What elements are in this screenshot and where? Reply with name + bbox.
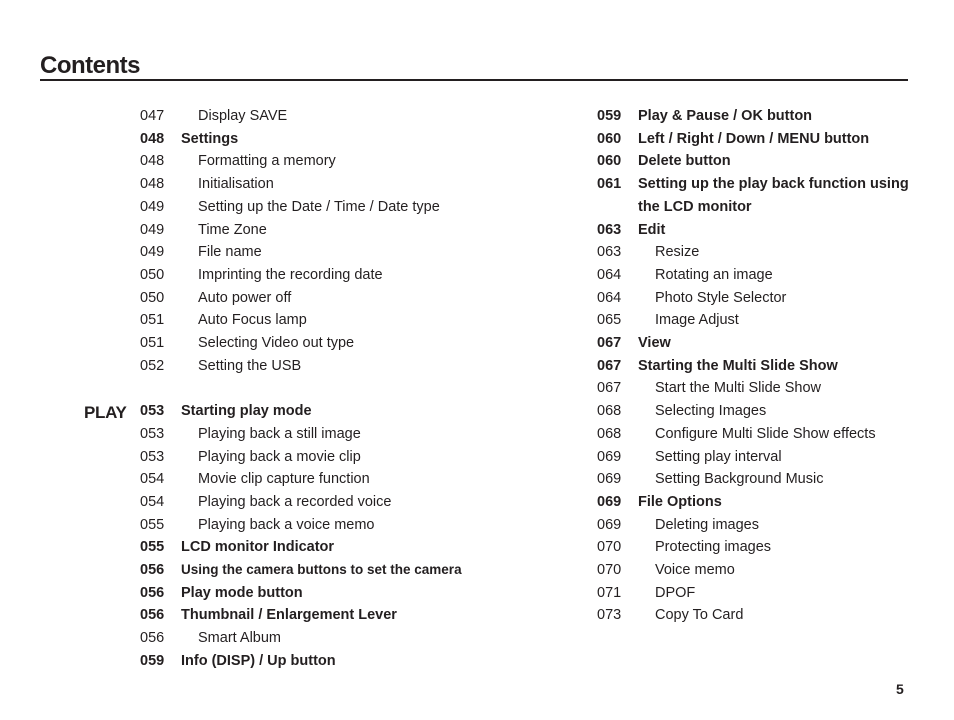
toc-entry-title: Formatting a memory bbox=[198, 153, 336, 170]
toc-entry[interactable] bbox=[597, 604, 927, 627]
toc-entry[interactable] bbox=[140, 423, 560, 446]
toc-entry-page: 053 bbox=[140, 425, 165, 442]
toc-entry-title: Copy To Card bbox=[655, 607, 744, 624]
toc-right-column bbox=[597, 105, 927, 627]
toc-entry-title: Movie clip capture function bbox=[198, 471, 370, 488]
toc-entry-page: 061 bbox=[597, 176, 622, 193]
toc-entry-title: Playing back a voice memo bbox=[198, 516, 375, 533]
toc-entry[interactable] bbox=[140, 264, 560, 287]
toc-entry[interactable] bbox=[597, 423, 927, 446]
toc-entry-title: Settings bbox=[181, 130, 239, 147]
toc-entry[interactable] bbox=[140, 128, 560, 151]
toc-entry-page: 056 bbox=[140, 584, 165, 601]
toc-entry[interactable] bbox=[140, 559, 560, 582]
toc-entry[interactable] bbox=[597, 287, 927, 310]
page-title: Contents bbox=[40, 52, 140, 79]
toc-entry[interactable] bbox=[140, 150, 560, 173]
toc-entry-page: 047 bbox=[140, 108, 165, 124]
toc-entry-title: Setting Background Music bbox=[655, 471, 824, 488]
toc-entry-title: Selecting Video out type bbox=[198, 335, 355, 352]
toc-entry-title: Rotating an image bbox=[655, 266, 773, 283]
toc-entry-title: Auto power off bbox=[198, 289, 292, 306]
toc-entry-page: 071 bbox=[597, 584, 622, 601]
toc-entry-page: 052 bbox=[140, 357, 165, 374]
toc-entry[interactable] bbox=[597, 173, 927, 196]
toc-entry-page: 063 bbox=[597, 244, 622, 261]
toc-entry-title: Smart Album bbox=[198, 630, 281, 647]
toc-entry-page: 054 bbox=[140, 493, 165, 510]
toc-entry[interactable] bbox=[140, 173, 560, 196]
toc-entry-title: Image Adjust bbox=[655, 312, 739, 329]
toc-entry-page: 065 bbox=[597, 312, 622, 329]
toc-entry-title: Resize bbox=[655, 244, 700, 261]
toc-entry-page: 059 bbox=[597, 108, 622, 124]
toc-entry-title: Protecting images bbox=[655, 539, 772, 556]
toc-entry[interactable] bbox=[140, 446, 560, 469]
toc-entry[interactable] bbox=[140, 582, 560, 605]
toc-entry[interactable] bbox=[140, 219, 560, 242]
toc-entry-title: Imprinting the recording date bbox=[198, 266, 383, 283]
toc-entry-title: Setting up the play back function using bbox=[638, 176, 909, 193]
toc-entry[interactable] bbox=[597, 446, 927, 469]
toc-entry[interactable] bbox=[597, 355, 927, 378]
toc-entry-page: 049 bbox=[140, 221, 165, 238]
toc-entry-title: Auto Focus lamp bbox=[198, 312, 307, 329]
toc-entry-title: Edit bbox=[638, 221, 666, 238]
toc-entry-title: Start the Multi Slide Show bbox=[655, 380, 822, 397]
toc-entry[interactable] bbox=[597, 105, 927, 128]
toc-entry[interactable] bbox=[140, 105, 560, 128]
toc-entry-title: Thumbnail / Enlargement Lever bbox=[181, 607, 397, 624]
toc-entry-title: File Options bbox=[638, 493, 722, 510]
toc-entry-page: 051 bbox=[140, 312, 165, 329]
section-label-play: PLAY bbox=[84, 403, 127, 422]
toc-entry[interactable] bbox=[597, 536, 927, 559]
toc-entry[interactable] bbox=[140, 355, 560, 378]
toc-entry-title: Setting the USB bbox=[198, 357, 302, 374]
toc-entry-page: 056 bbox=[140, 607, 165, 624]
page-number: 5 bbox=[896, 681, 904, 697]
toc-entry-page: 069 bbox=[597, 516, 622, 533]
toc-play-list bbox=[140, 400, 560, 672]
toc-entry-page: 050 bbox=[140, 266, 165, 283]
toc-entry[interactable] bbox=[597, 264, 927, 287]
toc-entry-title: Info (DISP) / Up button bbox=[181, 652, 336, 669]
toc-entry-title: Starting play mode bbox=[181, 403, 312, 420]
toc-entry-title: Display SAVE bbox=[198, 108, 288, 124]
toc-entry-title: Configure Multi Slide Show effects bbox=[655, 425, 876, 442]
toc-entry-page: 054 bbox=[140, 471, 165, 488]
toc-entry[interactable] bbox=[597, 400, 927, 423]
toc-entry[interactable] bbox=[597, 514, 927, 537]
toc-entry[interactable] bbox=[140, 514, 560, 537]
toc-entry[interactable] bbox=[597, 309, 927, 332]
toc-entry[interactable] bbox=[597, 491, 927, 514]
toc-entry-title: File name bbox=[198, 244, 262, 261]
toc-entry[interactable] bbox=[597, 377, 927, 400]
toc-entry-page: 056 bbox=[140, 562, 165, 579]
toc-entry-page: 070 bbox=[597, 539, 622, 556]
toc-entry-title: DPOF bbox=[655, 584, 696, 601]
toc-entry-title: Play mode button bbox=[181, 584, 303, 601]
toc-right-list bbox=[597, 105, 927, 627]
toc-entry-page: 055 bbox=[140, 539, 165, 556]
toc-entry-page: 068 bbox=[597, 425, 622, 442]
toc-entry-title: Playing back a movie clip bbox=[198, 448, 361, 465]
toc-entry-title: Play & Pause / OK button bbox=[638, 108, 813, 124]
toc-entry[interactable] bbox=[597, 196, 927, 219]
toc-settings-list bbox=[140, 105, 560, 377]
toc-entry-title: Delete button bbox=[638, 153, 731, 170]
toc-entry-page: 060 bbox=[597, 130, 622, 147]
toc-entry-page: 049 bbox=[140, 244, 165, 261]
toc-entry[interactable] bbox=[597, 219, 927, 242]
toc-entry[interactable] bbox=[140, 332, 560, 355]
toc-entry-title: Using the camera buttons to set the camera bbox=[181, 562, 462, 578]
toc-entry-title: Starting the Multi Slide Show bbox=[638, 357, 838, 374]
toc-entry[interactable] bbox=[140, 196, 560, 219]
toc-entry-page: 049 bbox=[140, 198, 165, 215]
toc-entry-page: 063 bbox=[597, 221, 622, 238]
toc-entry-page: 051 bbox=[140, 335, 165, 352]
toc-entry-title: Setting up the Date / Time / Date type bbox=[198, 198, 440, 215]
toc-entry-title: Playing back a still image bbox=[198, 425, 361, 442]
toc-entry-title: Deleting images bbox=[655, 516, 759, 533]
toc-entry-page: 050 bbox=[140, 289, 165, 306]
toc-entry-page: 070 bbox=[597, 562, 622, 579]
toc-entry[interactable] bbox=[597, 150, 927, 173]
toc-entry-title: Selecting Images bbox=[655, 403, 767, 420]
toc-entry[interactable] bbox=[140, 491, 560, 514]
toc-entry-page: 068 bbox=[597, 403, 622, 420]
toc-entry[interactable] bbox=[140, 400, 560, 423]
toc-entry[interactable] bbox=[597, 332, 927, 355]
toc-entry-page: 048 bbox=[140, 176, 165, 193]
toc-entry[interactable] bbox=[597, 241, 927, 264]
toc-entry-page: 067 bbox=[597, 335, 622, 352]
toc-entry-title: Left / Right / Down / MENU button bbox=[638, 130, 870, 147]
toc-entry-title: the LCD monitor bbox=[638, 198, 752, 215]
toc-entry-page: 048 bbox=[140, 153, 165, 170]
toc-entry-page: 056 bbox=[140, 630, 165, 647]
toc-entry-title: Voice memo bbox=[655, 562, 735, 579]
toc-entry[interactable] bbox=[597, 468, 927, 491]
toc-entry-title: Playing back a recorded voice bbox=[198, 493, 392, 510]
toc-entry[interactable] bbox=[140, 309, 560, 332]
toc-entry-page: 055 bbox=[140, 516, 165, 533]
toc-entry[interactable] bbox=[140, 536, 560, 559]
toc-entry-page: 059 bbox=[140, 652, 165, 669]
toc-entry[interactable] bbox=[597, 128, 927, 151]
toc-entry[interactable] bbox=[140, 627, 560, 650]
toc-entry[interactable] bbox=[597, 559, 927, 582]
toc-entry-page: 053 bbox=[140, 403, 165, 420]
toc-entry[interactable] bbox=[140, 468, 560, 491]
toc-entry-title: View bbox=[638, 335, 671, 352]
toc-left-column bbox=[140, 105, 560, 673]
toc-entry-page: 053 bbox=[140, 448, 165, 465]
toc-entry-page: 069 bbox=[597, 493, 622, 510]
toc-entry[interactable] bbox=[597, 582, 927, 605]
toc-entry-title: Photo Style Selector bbox=[655, 289, 787, 306]
toc-entry-page: 048 bbox=[140, 130, 165, 147]
toc-entry-page: 067 bbox=[597, 380, 622, 397]
section-gap bbox=[140, 377, 560, 400]
toc-entry-page: 067 bbox=[597, 357, 622, 374]
toc-entry-page: 060 bbox=[597, 153, 622, 170]
toc-entry-title: LCD monitor Indicator bbox=[181, 539, 335, 556]
toc-entry-title: Initialisation bbox=[198, 176, 274, 193]
toc-entry-title: Setting play interval bbox=[655, 448, 782, 465]
toc-entry-page: 069 bbox=[597, 471, 622, 488]
toc-entry-page: 064 bbox=[597, 289, 622, 306]
toc-entry-page: 073 bbox=[597, 607, 622, 624]
toc-entry[interactable] bbox=[140, 650, 560, 673]
toc-entry-page: 069 bbox=[597, 448, 622, 465]
title-divider bbox=[40, 79, 908, 81]
toc-entry-title: Time Zone bbox=[198, 221, 267, 238]
toc-entry[interactable] bbox=[140, 604, 560, 627]
toc-entry[interactable] bbox=[140, 287, 560, 310]
toc-entry-page: 064 bbox=[597, 266, 622, 283]
toc-entry[interactable] bbox=[140, 241, 560, 264]
